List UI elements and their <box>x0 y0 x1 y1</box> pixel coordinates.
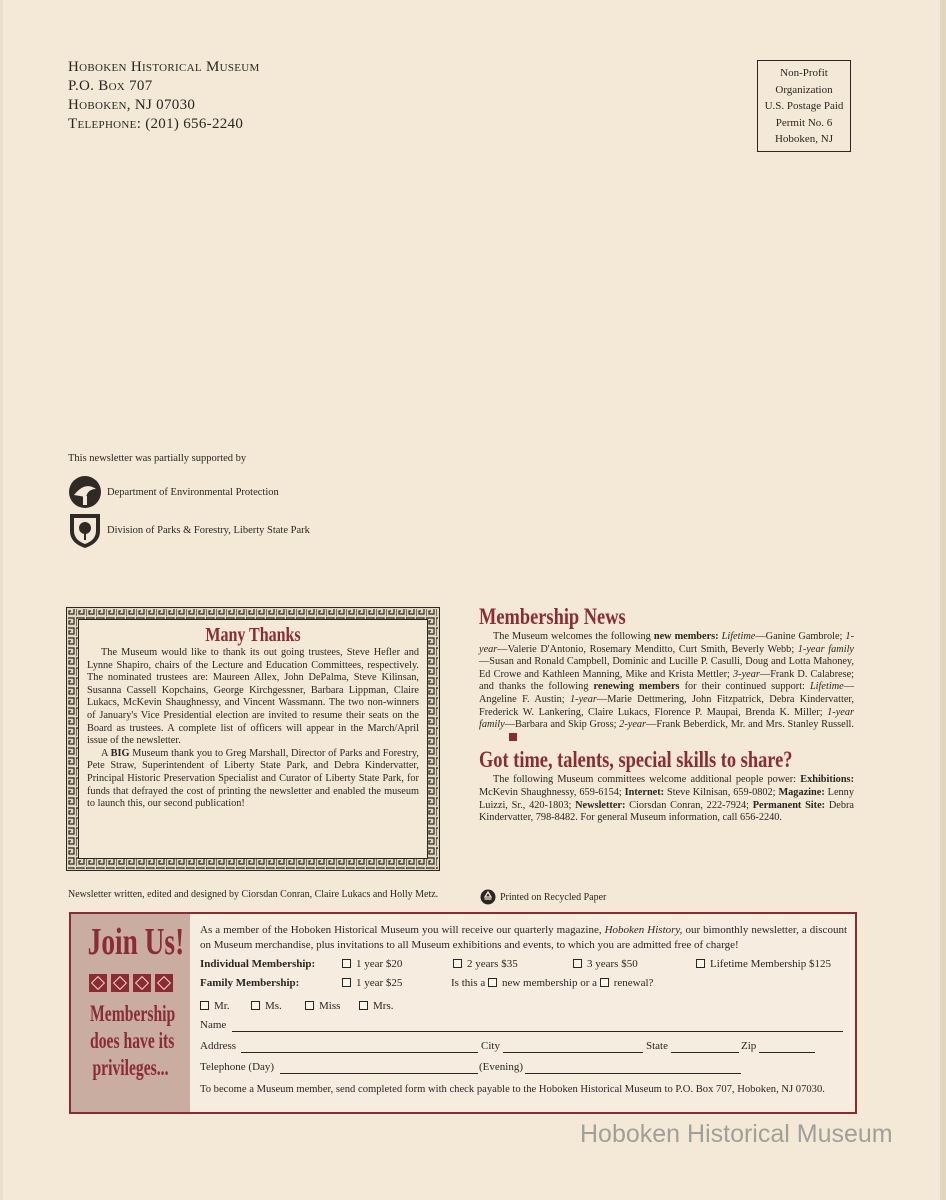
return-address-line: Telephone: (201) 656-2240 <box>68 116 244 132</box>
renewal-checkbox[interactable] <box>600 978 609 987</box>
page-edge-left <box>0 0 3 1200</box>
option-label: Miss <box>319 1000 341 1012</box>
tagline-line: privileges... <box>92 1055 169 1080</box>
text-italic: Lifetime <box>721 631 756 642</box>
membership-instructions: To become a Museum member, send completed form with check payable to the Hoboken Historical Museum to P.O. Box 707, Hoboken, NJ 07030. <box>200 1084 825 1095</box>
text-run: McKevin Shaughnessy, 659-6154; <box>479 786 625 798</box>
text-run: As a member of the Hoboken Historical Museum you will receive our quarterly magazine, <box>200 924 605 936</box>
option-label: 3 years $50 <box>587 958 638 970</box>
text-run: for their continued support: <box>679 681 810 693</box>
many-thanks-content <box>79 620 427 858</box>
text-run: —Susan and Ronald Campbell, Dominic and Lucille P. Casulli, Doug and Lotta Mahoney, Ed Crowe and Kathleen Manning, Mike and Krista Mettler; <box>479 656 854 680</box>
postage-line: Hoboken, NJ <box>774 133 834 145</box>
many-thanks-box <box>66 607 440 871</box>
text-run: Ciorsdan Conran, 222-7924; <box>625 799 753 811</box>
state-line[interactable] <box>671 1052 739 1053</box>
skills-paragraph <box>479 774 854 824</box>
option-label: Lifetime Membership $125 <box>710 958 831 970</box>
return-address-line: Hoboken Historical Museum <box>68 59 260 75</box>
text-italic: 1-year <box>570 693 597 705</box>
text-italic: 2-year <box>619 719 647 731</box>
text-bold: new members: <box>653 631 719 642</box>
new-membership-checkbox[interactable] <box>488 978 497 987</box>
option-ms[interactable] <box>251 999 282 1014</box>
postage-indicia <box>757 60 851 152</box>
option-lifetime[interactable] <box>696 957 831 972</box>
text-run: new membership or a <box>501 977 597 989</box>
option-label: Ms. <box>265 1000 282 1012</box>
watermark: Hoboken Historical Museum <box>580 1120 893 1148</box>
sponsor-parks <box>68 511 310 549</box>
salutation-row <box>200 999 847 1018</box>
individual-membership-row <box>200 957 847 976</box>
checkbox[interactable] <box>453 959 462 968</box>
support-intro: This newsletter was partially supported by <box>68 453 247 464</box>
text-italic: 1-year family <box>479 706 854 731</box>
checkbox[interactable] <box>359 1001 368 1010</box>
text-run: Is this a <box>451 977 486 989</box>
option-label: Mrs. <box>373 1000 394 1012</box>
text-run: Lenny Luizzi, Sr., 420-1803; <box>479 786 854 811</box>
parks-shield-icon <box>68 511 102 549</box>
text-bold: renewing members <box>593 681 680 693</box>
skills-title: Got time, talents, special skills to share? <box>479 747 793 773</box>
skills-body <box>479 774 854 824</box>
text-run: —Valerie D'Antonio, Rosemary Menditto, Curt Smith, Beverly Webb; <box>497 643 798 655</box>
text-italic: 1-year family <box>797 643 854 655</box>
diamond-tile-icon <box>89 974 107 992</box>
zip-label: Zip <box>741 1040 757 1052</box>
many-thanks-paragraph: The Museum would like to thank its out going trustees, Steve Hefler and Lynne Shapiro, chairs of the Lecture and Education Committees, respectively. The nominated trustees are: Maureen Allex, John DePalma, Steve Kilinsan, Susanna Cassell Kopchains, George Kirchgessner, Barbara Lippman, Claire Lukacs, McKevin Shaughnessy, and Vincent Wassmann. The two non-winners of January's Vice Presidential election are invited to resume their seats on the Board as trustees. A complete list of officers will appear in the March/April issue of the newsletter. <box>87 647 419 747</box>
text-bold: Exhibitions: <box>800 774 854 786</box>
text-run: —Ganine Gambrole; <box>755 631 846 642</box>
option-label: 1 year $25 <box>356 977 403 989</box>
option-individual-3yr[interactable] <box>573 957 638 972</box>
option-label: Mr. <box>214 1000 230 1012</box>
telephone-day-line[interactable] <box>280 1073 478 1074</box>
recycle-icon <box>480 889 496 905</box>
membership-form <box>69 912 857 1114</box>
diamond-tile-icon <box>155 974 173 992</box>
checkbox[interactable] <box>696 959 705 968</box>
checkbox[interactable] <box>200 1001 209 1010</box>
text-run: —Angeline F. Austin; <box>479 681 854 705</box>
membership-news-title: Membership News <box>479 604 626 629</box>
text-bold: Newsletter: <box>575 799 626 811</box>
text-italic: 3-year <box>733 668 760 680</box>
text-bold: Magazine: <box>778 786 825 798</box>
text-bold: BIG <box>110 747 130 759</box>
zip-line[interactable] <box>759 1052 815 1053</box>
end-of-story-icon <box>509 733 517 741</box>
text-run: —Frank D. Calabrese; and thanks the following <box>479 668 855 693</box>
page-edge <box>940 0 946 1200</box>
city-label: City <box>481 1040 500 1052</box>
option-mr[interactable] <box>200 999 230 1014</box>
membership-intro <box>200 923 847 953</box>
recycled-label: Printed on Recycled Paper <box>500 891 607 903</box>
diamond-tile-icon <box>133 974 151 992</box>
option-label: 2 years $35 <box>467 958 518 970</box>
telephone-row <box>200 1060 847 1081</box>
checkbox[interactable] <box>305 1001 314 1010</box>
address-line[interactable] <box>241 1052 478 1053</box>
recycled-note <box>480 889 606 905</box>
return-address-line: Hoboken, NJ 07030 <box>68 97 196 113</box>
return-address-line: P.O. Box 707 <box>68 78 153 94</box>
option-individual-2yr[interactable] <box>453 957 518 972</box>
many-thanks-body <box>87 647 419 811</box>
option-individual-1yr[interactable] <box>342 957 402 972</box>
membership-news-body <box>479 631 854 744</box>
telephone-evening-label: (Evening) <box>479 1061 523 1073</box>
checkbox[interactable] <box>342 959 351 968</box>
tagline-line: does have its <box>90 1028 175 1053</box>
dep-seal-icon <box>68 475 102 509</box>
membership-type-question <box>451 976 653 991</box>
text-run: The Museum welcomes the following <box>493 631 654 642</box>
sponsor-dep-label: Department of Environmental Protection <box>107 486 279 498</box>
text-run: —Barbara and Skip Gross; <box>504 719 620 731</box>
join-us-panel <box>71 914 190 1112</box>
decorative-tiles <box>71 974 190 992</box>
telephone-day-label: Telephone (Day) <box>200 1061 275 1073</box>
join-us-tagline <box>90 1000 176 1081</box>
text-italic: 1-year <box>479 631 854 655</box>
postage-line: U.S. Postage Paid <box>764 100 844 112</box>
city-line[interactable] <box>503 1052 643 1053</box>
text-run: Debra Kindervatter, 798-8482. For general Museum information, call 656-2240. <box>479 799 854 824</box>
newsletter-credits: Newsletter written, edited and designed by Ciorsdan Conran, Claire Lukacs and Holly Metz. <box>68 889 439 900</box>
address-row <box>200 1039 847 1060</box>
postage-line: Permit No. 6 <box>775 116 833 129</box>
option-miss[interactable] <box>305 999 340 1014</box>
postage-line: Non-Profit <box>780 67 828 79</box>
join-us-title: Join Us! <box>87 921 185 963</box>
membership-news <box>479 603 854 825</box>
name-label: Name <box>200 1019 227 1031</box>
many-thanks-title: Many Thanks <box>205 624 301 646</box>
checkbox[interactable] <box>573 959 582 968</box>
text-run: —Marie Dettmering, John Fitzpatrick, Debra Kindervatter, Frederick W. Lankering, Claire Lukacs, Florence P. Maupai, Brenda K. Miller; <box>479 693 854 718</box>
name-field[interactable] <box>200 1018 847 1039</box>
text-run: —Frank Beberdick, Mr. and Mrs. Stanley Russell. <box>646 719 854 731</box>
text-italic: Lifetime <box>809 681 844 693</box>
state-label: State <box>646 1040 668 1052</box>
family-membership-row <box>200 976 847 995</box>
text-run: our bimonthly newsletter, a discount on Museum merchandise, plus invitations to all Museum exhibitions and events, to which you are admitted free of charge! <box>200 924 847 951</box>
sponsor-dep <box>68 475 279 509</box>
text-run: Museum thank you to Greg Marshall, Director of Parks and Forestry, Pete Straw, Superintendent of Liberty State Park, and Debra Kindervatter, Principal Historic Preservation Specialist and Curator of Liberty State Park, for funds that defrayed the cost of printing the newsletter and enabled the museum to launch this, our second publication! <box>87 747 419 810</box>
diamond-tile-icon <box>111 974 129 992</box>
option-mrs[interactable] <box>359 999 393 1014</box>
text-bold: Internet: <box>624 786 665 798</box>
tagline-line: Membership <box>90 1001 176 1026</box>
family-membership-label: Family Membership: <box>200 977 300 989</box>
option-family-1yr[interactable] <box>342 976 402 991</box>
individual-membership-label: Individual Membership: <box>200 958 316 970</box>
text-run: The following Museum committees welcome additional people power: <box>493 774 801 786</box>
many-thanks-paragraph-2 <box>87 748 419 811</box>
sponsor-parks-label: Division of Parks & Forestry, Liberty State Park <box>107 524 310 536</box>
address-label: Address <box>200 1040 237 1052</box>
checkbox[interactable] <box>342 978 351 987</box>
checkbox[interactable] <box>251 1001 260 1010</box>
text-italic: Hoboken History, <box>604 924 683 936</box>
option-label: 1 year $20 <box>356 958 403 970</box>
membership-form-body <box>200 923 847 1097</box>
postage-line: Organization <box>775 83 833 96</box>
name-line[interactable] <box>232 1031 843 1032</box>
telephone-evening-line[interactable] <box>525 1073 741 1074</box>
text-run: A <box>101 747 111 759</box>
text-run: Steve Kilnisan, 659-0802; <box>664 786 779 798</box>
text-run: renewal? <box>613 977 654 989</box>
text-bold: Permanent Site: <box>752 799 826 811</box>
membership-news-paragraph <box>479 631 854 744</box>
return-address <box>68 58 260 134</box>
